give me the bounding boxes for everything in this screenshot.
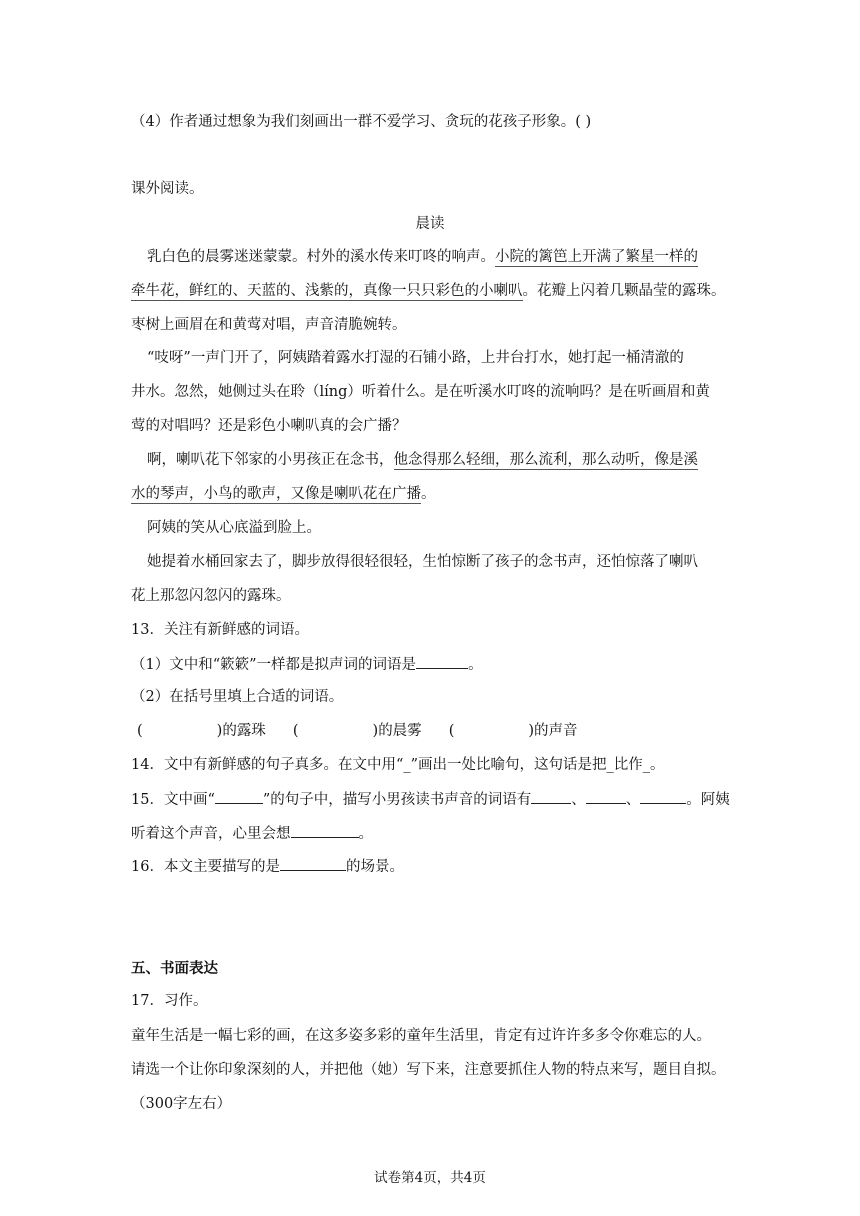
passage-line: 莺的对唱吗？还是彩色小喇叭真的会广播？ [131,418,407,434]
passage-title: 晨读 [415,216,445,232]
separator: 、 [625,792,641,808]
passage-line: 枣树上画眉在和黄莺对唱，声音清脆婉转。 [131,317,407,333]
question-13-sub2: （2）在括号里填上合适的词语。 [131,689,344,705]
question-text: 听着这个声音，心里会想 [131,826,291,842]
page-footer: 试卷第4页，共4页 [374,1170,486,1186]
question-14: 14．文中有新鲜感的句子真多。在文中用“_”画出一处比喻句，这句话是把_比作_。 [131,757,665,773]
question-text: 。阿姨 [686,792,730,808]
open-paren: ( [292,723,299,739]
question-13-stem: 13．关注有新鲜感的词语。 [131,622,309,638]
passage-line [131,281,726,301]
separator: 、 [571,792,586,808]
question-13-sub1 [131,654,483,675]
passage-line: 阿姨的笑从心底溢到脸上。 [147,520,321,536]
answer-blank[interactable] [280,856,346,871]
open-paren: ( [448,723,455,739]
writing-prompt-line: 童年生活是一幅七彩的画，在这多姿多彩的童年生活里，肯定有过许许多多令你难忘的人。 [131,1028,711,1044]
underlined-sentence: 小院的篱笆上开满了繁星一样的 [495,249,698,265]
passage-line [131,484,436,504]
close-paren: ) [216,723,223,739]
close-paren: ) [372,723,379,739]
underlined-sentence: 水的琴声，小鸟的歌声，又像是喇叭花在广播 [131,486,421,502]
question-13-fill-row [137,721,578,741]
question-text: 。 [358,826,373,842]
question-text: 。 [468,657,483,673]
passage-line [147,247,698,267]
underlined-sentence: 他念得那么轻细，那么流利，那么动听，像是溪 [393,452,698,468]
answer-blank[interactable] [215,789,263,804]
section-5-title: 五、书面表达 [131,960,218,977]
passage-text: 。 [421,486,436,502]
fill-label: 的露珠 [222,723,266,739]
answer-blank[interactable] [531,789,571,804]
passage-line: 她提着水桶回家去了，脚步放得很轻很轻，生怕惊断了孩子的念书声，还怕惊落了喇叭 [147,554,698,570]
question-15-line2 [131,823,373,844]
question-text: （1）文中和“簌簌”一样都是拟声词的词语是 [131,657,417,673]
writing-prompt-line: 请选一个让你印象深刻的人，并把他（她）写下来，注意要抓住人物的特点来写，题目自拟。 [131,1062,726,1078]
writing-prompt-line: （300字左右） [131,1096,232,1112]
passage-text: 啊，喇叭花下邻家的小男孩正在念书， [147,452,394,468]
question-17-stem: 17．习作。 [131,993,208,1009]
open-paren: ( [137,723,143,739]
passage-line: “吱呀”一声门开了，阿姨踏着露水打湿的石铺小路，上井台打水，她打起一桶清澈的 [147,350,684,366]
answer-blank[interactable] [291,823,359,838]
underlined-sentence: 牵牛花，鲜红的、天蓝的、浅紫的，真像一只只彩色的小喇叭 [131,283,523,299]
passage-line: 花上那忽闪忽闪的露珠。 [131,588,291,604]
close-paren: ) [528,723,535,739]
passage-text: 乳白色的晨雾迷迷蒙蒙。村外的溪水传来叮咚的响声。 [147,249,495,265]
question-text: 的场景。 [345,859,404,875]
passage-line: 井水。忽然，她侧过头在聆（líng）听着什么。是在听溪水叮咚的流响吗？是在听画眉和黄 [131,384,710,400]
question-15-line1 [131,789,730,810]
fill-label: 的晨雾 [378,723,422,739]
fill-label: 的声音 [534,723,578,739]
question-text: 15．文中画“ [131,792,215,808]
question-text: 16．本文主要描写的是 [131,859,280,875]
answer-blank[interactable] [586,789,626,804]
answer-blank[interactable] [416,654,468,669]
answer-blank[interactable] [640,789,686,804]
question-12-4: （4）作者通过想象为我们刻画出一群不爱学习、贪玩的花孩子形象。( ) [131,114,592,130]
question-16 [131,856,404,877]
section-label-extracurricular-reading: 课外阅读。 [131,181,204,197]
passage-text: 。花瓣上闪着几颗晶莹的露珠。 [522,283,726,299]
question-text: ”的句子中，描写小男孩读书声音的词语有 [262,792,532,808]
passage-line [147,450,698,470]
